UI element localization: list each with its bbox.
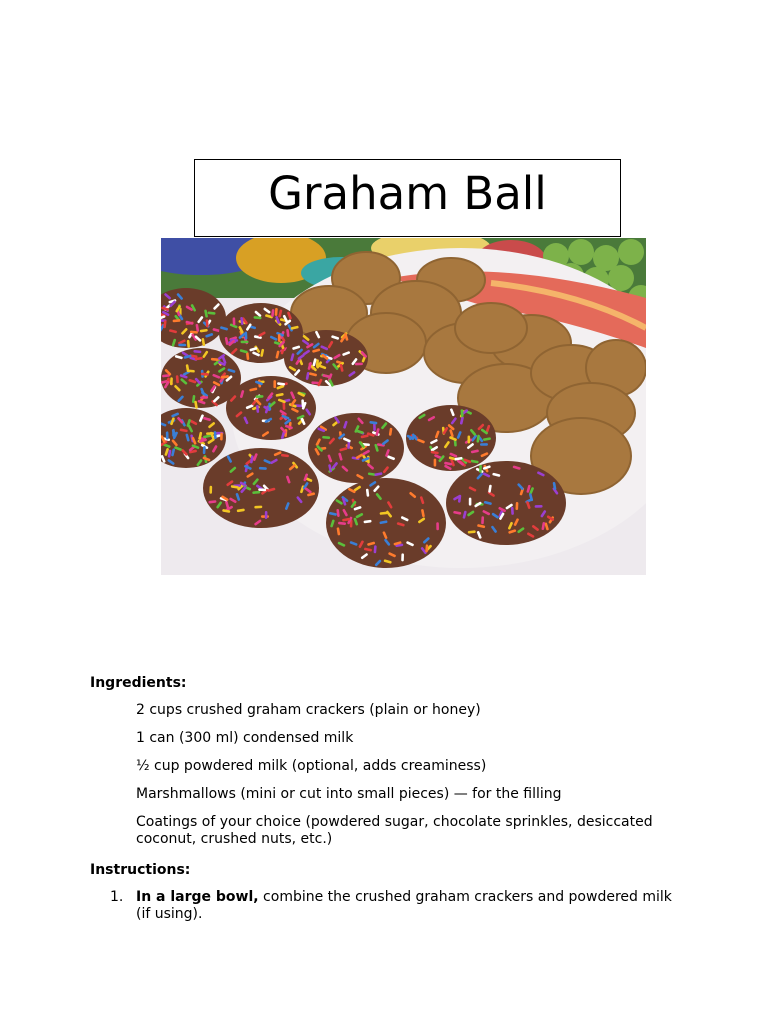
ingredient-item: 1 can (300 ml) condensed milk [136, 730, 354, 746]
ingredient-item: 2 cups crushed graham crackers (plain or honey) [136, 702, 481, 718]
ingredient-item: ½ cup powdered milk (optional, adds creaminess) [136, 758, 487, 774]
step-bold-text: In a large bowl, [136, 889, 259, 905]
step-body [136, 889, 676, 923]
recipe-photo-graphic [161, 238, 646, 575]
recipe-photo [161, 238, 646, 575]
step-text: combine the crushed graham crackers and powdered milk (if using). [136, 889, 672, 922]
ingredients-heading: Ingredients: [90, 675, 187, 691]
instructions-list [110, 889, 680, 923]
ingredient-item: Coatings of your choice (powdered sugar, chocolate sprinkles, desiccated coconut, crushed nuts, etc.) [136, 814, 653, 847]
document-title: Graham Ball [268, 167, 547, 220]
step-number: 1. [110, 889, 124, 905]
ingredients-list [136, 702, 676, 859]
instructions-heading: Instructions: [90, 862, 191, 878]
ingredient-item: Marshmallows (mini or cut into small pieces) — for the filling [136, 786, 562, 802]
instruction-step [110, 889, 680, 923]
title-box [194, 159, 621, 237]
